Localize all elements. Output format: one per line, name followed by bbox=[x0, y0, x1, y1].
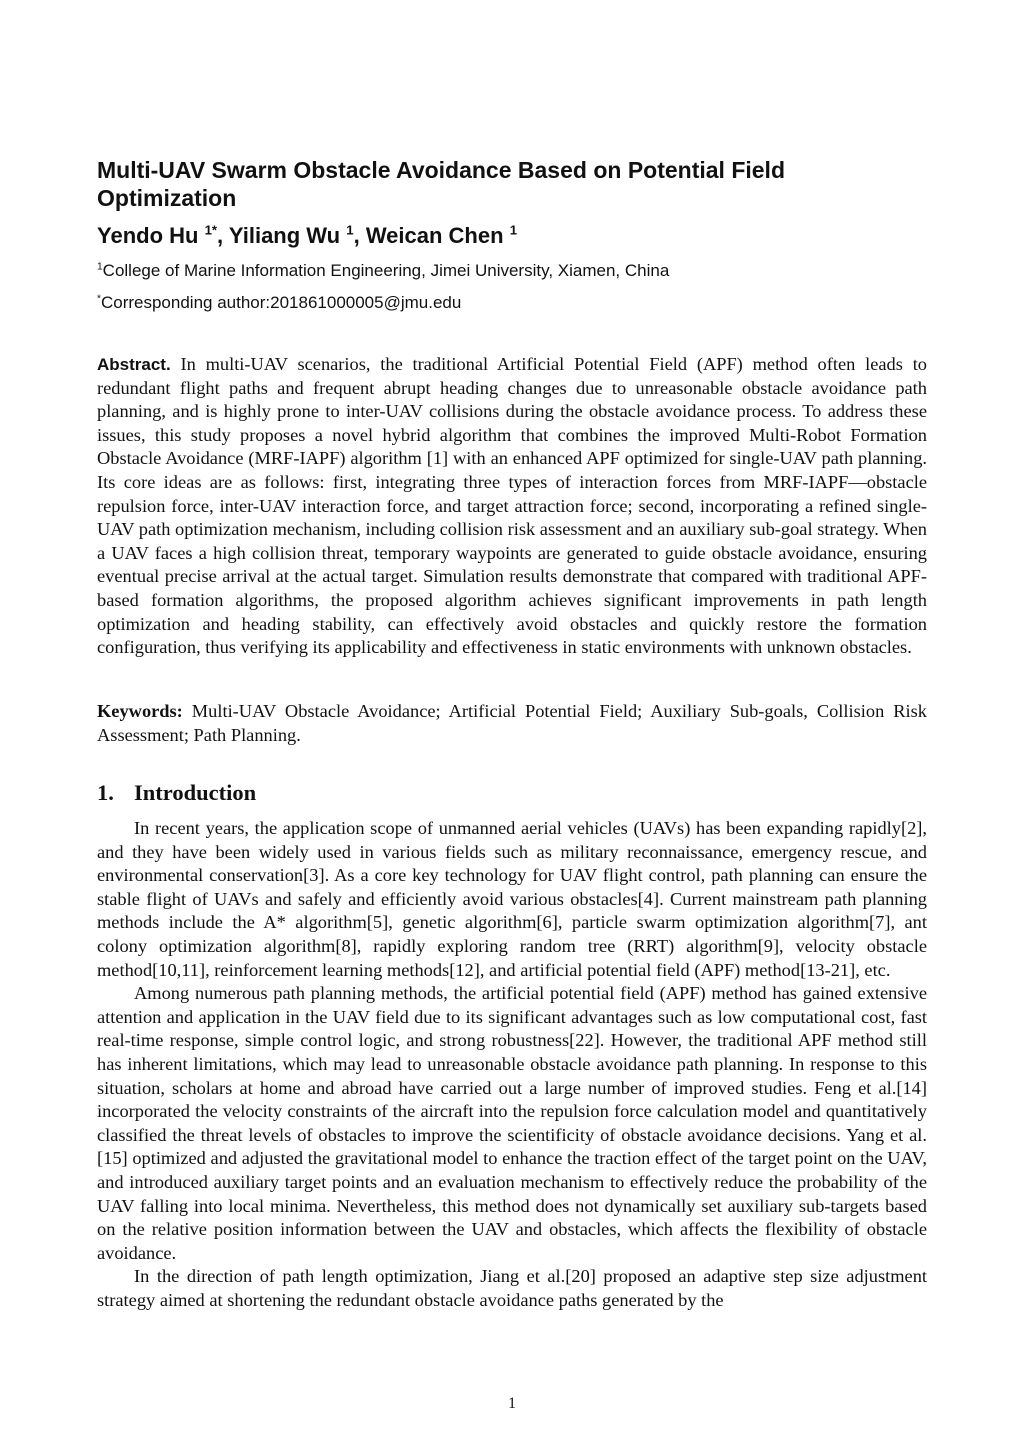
body-paragraph: In recent years, the application scope of unmanned aerial vehicles (UAVs) has been expanding rapidly[2], and they have been widely used in various fields such as military reconnaissance, emergency rescue, and environmental conservation[3]. As a core key technology for UAV flight control, path planning can ensure the stable flight of UAVs and safely and efficiently avoid various obstacles[4]. Current mainstream path planning methods include the A* algorithm[5], genetic algorithm[6], particle swarm optimization algorithm[7], ant colony optimization algorithm[8], rapidly exploring random tree (RRT) algorithm[9], velocity obstacle method[10,11], reinforcement learning methods[12], and artificial potential field (APF) method[13-21], etc. bbox=[97, 818, 927, 980]
abstract-text: In multi-UAV scenarios, the traditional Artificial Potential Field (APF) method often leads to redundant flight paths and frequent abrupt heading changes due to unreasonable obstacle avoidance path planning, and is highly prone to inter-UAV collisions during the obstacle avoidance process. To address these issues, this study proposes a novel hybrid algorithm that combines the improved Multi-Robot Formation Obstacle Avoidance (MRF-IAPF) algorithm [1] with an enhanced APF optimized for single-UAV path planning. Its core ideas are as follows: first, integrating three types of interaction forces from MRF-IAPF—obstacle repulsion force, inter-UAV interaction force, and target attraction force; second, incorporating a refined single-UAV path optimization mechanism, including collision risk assessment and an auxiliary sub-goal strategy. When a UAV faces a high collision threat, temporary waypoints are generated to guide obstacle avoidance, ensuring eventual precise arrival at the actual target. Simulation results demonstrate that compared with traditional APF-based formation algorithms, the proposed algorithm achieves significant improvements in path length optimization and heading stability, can effectively avoid obstacles and quickly restore the formation configuration, thus verifying its applicability and effectiveness in static environments with unknown obstacles. bbox=[97, 354, 927, 658]
body-paragraph: Among numerous path planning methods, the artificial potential field (APF) method has gained extensive attention and application in the UAV field due to its significant advantages such as low computational cost, fast real-time response, simple control logic, and strong robustness[22]. However, the traditional APF method still has inherent limitations, which may lead to unreasonable obstacle avoidance path planning. In response to this situation, scholars at home and abroad have carried out a large number of improved studies. Feng et al.[14] incorporated the velocity constraints of the aircraft into the repulsion force calculation model and quantitatively classified the threat levels of obstacles to improve the scientificity of obstacle avoidance decisions. Yang et al.[15] optimized and adjusted the gravitational model to enhance the traction effect of the target point on the UAV, and introduced auxiliary target points and an evaluation mechanism to effectively reduce the probability of the UAV falling into local minima. Nevertheless, this method does not dynamically set auxiliary sub-targets based on the relative position information between the UAV and obstacles, which affects the flexibility of obstacle avoidance. bbox=[97, 983, 927, 1263]
corresponding-author bbox=[97, 292, 461, 314]
section-body bbox=[97, 817, 927, 1312]
section-heading bbox=[97, 779, 256, 807]
page-number: 1 bbox=[508, 1395, 516, 1412]
body-paragraph: In the direction of path length optimization, Jiang et al.[20] proposed an adaptive step size adjustment strategy aimed at shortening the redundant obstacle avoidance paths generated by the bbox=[97, 1266, 927, 1310]
author-separator: , bbox=[353, 223, 366, 248]
affiliation-marker: 1 bbox=[97, 261, 103, 273]
section-number: 1. bbox=[97, 780, 114, 805]
abstract-label: Abstract. bbox=[97, 355, 171, 374]
corresponding-marker: * bbox=[97, 293, 101, 305]
affiliation bbox=[97, 260, 669, 282]
keywords bbox=[97, 700, 927, 747]
author-name: Weican Chen bbox=[365, 223, 504, 248]
affiliation-text: College of Marine Information Engineering, Jimei University, Xiamen, China bbox=[102, 261, 670, 280]
author-affiliation-marker: 1* bbox=[204, 222, 218, 238]
author-name: Yiliang Wu bbox=[228, 223, 341, 248]
corresponding-text: Corresponding author:201861000005@jmu.edu bbox=[100, 293, 462, 312]
abstract bbox=[97, 353, 927, 660]
author-affiliation-marker: 1 bbox=[346, 222, 354, 238]
keywords-label: Keywords: bbox=[97, 701, 183, 721]
section-title: Introduction bbox=[134, 780, 257, 805]
author-affiliation-marker: 1 bbox=[509, 222, 518, 238]
paper-title: Multi-UAV Swarm Obstacle Avoidance Based on Potential Field Optimization bbox=[97, 157, 786, 211]
author-separator: , bbox=[217, 223, 229, 248]
keywords-text: Multi-UAV Obstacle Avoidance; Artificial Potential Field; Auxiliary Sub-goals, Collision Risk Assessment; Path Planning. bbox=[97, 701, 927, 745]
author-list bbox=[97, 222, 517, 250]
author-name: Yendo Hu bbox=[97, 223, 199, 248]
